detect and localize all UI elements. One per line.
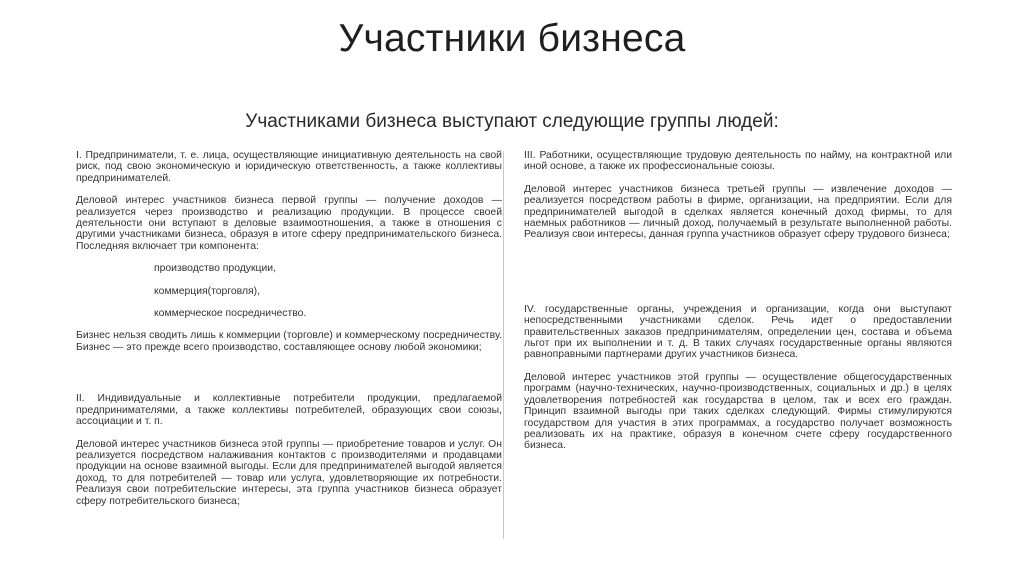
slide-subtitle: Участниками бизнеса выступают следующие группы людей: <box>245 111 779 132</box>
left-column <box>76 150 502 507</box>
group-2-definition: II. Индивидуальные и коллективные потребители продукции, предлагаемой предпринимателями, а также коллективы потребителей, образующих свои союзы, ассоциации и т. п. <box>76 393 502 428</box>
group-4-interest: Деловой интерес участников этой группы — осуществление общегосударственных программ (научно-технических, научно-производственных, социальных и др.) в целях удовлетворения потребностей как государства в целом, так и всех его граждан. Принцип взаимной выгоды при таких сделках следующий. Фирмы стимулируются государством для участия в этих программах, а государство получает возможность реализовать их на практике, образуя в конечном счете сферу государственного бизнеса. <box>524 371 952 452</box>
group-1-interest: Деловой интерес участников бизнеса первой группы — получение доходов — реализуется через производство и реализацию продукции. В процессе своей деятельности они вступают в деловые взаимоотношения, а также в отношения с другими участниками бизнеса, образуя в итоге сферу предпринимательского бизнеса. Последняя включает три компонента: <box>76 195 502 252</box>
component-item: производство продукции, <box>154 263 276 275</box>
group-4-definition: IV. государственные органы, учреждения и организации, когда они выступают непосредственными участниками сделок. Речь идет о предоставлении правительственных заказов предпринимателям, определении цен, состава и объема льгот при их выполнении и т. д. В таких случаях государственные органы являются равноправными партнерами других участников бизнеса. <box>524 303 952 361</box>
group-2-interest: Деловой интерес участников бизнеса этой группы — приобретение товаров и услуг. Он реализуется посредством налаживания контактов с производителями и продавцами продукции на основе взаимной выгоды. Если для предпринимателей выгодой является доход, то для потребителей — товар или услуга, удовлетворяющие их потребности. Реализуя свои потребительские интересы, эта группа участников бизнеса образует сферу потребительского бизнеса; <box>76 438 502 507</box>
right-column <box>524 150 952 452</box>
component-item: коммерция(торговля), <box>154 285 260 297</box>
group-3-definition: III. Работники, осуществляющие трудовую деятельность по найму, на контрактной или иной основе, а также их профессиональные союзы. <box>524 150 952 173</box>
column-divider <box>503 151 504 539</box>
group-1-definition: I. Предприниматели, т. е. лица, осуществляющие инициативную деятельность на свой риск, под свою экономическую и юридическую ответственность, а также коллективы предпринимателей. <box>76 150 502 184</box>
component-item: коммерческое посредничество. <box>154 308 307 320</box>
slide-title: Участники бизнеса <box>338 17 686 60</box>
group-3-interest: Деловой интерес участников бизнеса третьей группы — извлечение доходов — реализуется посредством работы в фирме, организации, на предприятии. Если для предпринимателей выгодой в сделках является конечный доход фирмы, то для наемных работников — личный доход, получаемый в результате выполненной работы. Реализуя свои интересы, данная группа участников образует сферу трудового бизнеса; <box>524 183 952 241</box>
business-production-note: Бизнес нельзя сводить лишь к коммерции (торговле) и коммерческому посредничеству. Бизнес — это прежде всего производство, составляющее основу любой экономики; <box>76 330 502 353</box>
